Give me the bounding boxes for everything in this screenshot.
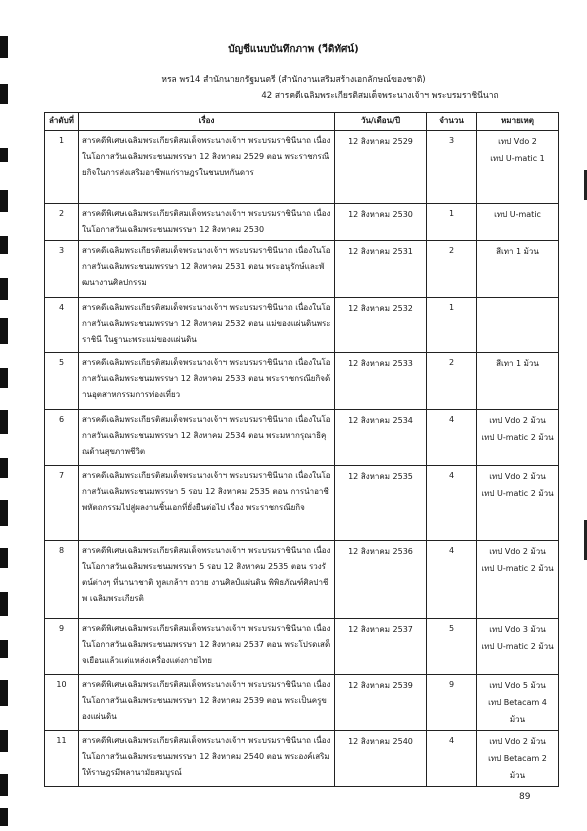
table-row <box>45 675 559 731</box>
row-story: สารคดีเฉลิมพระเกียรติสมเด็จพระนางเจ้าฯ พระบรมราชินีนาถ เนื่องในโอกาสวันเฉลิมพระชนมพรรษา 12 สิงหาคม 2534 ตอน พระมหากรุณาธิคุณด้านสุขภาพชีวิต <box>79 410 335 466</box>
scan-edge-mark <box>0 592 8 616</box>
row-quantity: 2 <box>427 241 477 298</box>
row-note-line: สีเทา 1 ม้วน <box>496 247 539 256</box>
row-story: สารคดีเฉลิมพระเกียรติสมเด็จพระนางเจ้าฯ พระบรมราชินีนาถ เนื่องในโอกาสวันเฉลิมพระชนมพรรษา 12 สิงหาคม 2532 ตอน แม่ของแผ่นดินพระราชินี ในฐานะพระแม่ของแผ่นดิน <box>79 298 335 353</box>
row-story: สารคดีพิเศษเฉลิมพระเกียรติสมเด็จพระนางเจ้าฯ พระบรมราชินีนาถ เนื่องในโอกาสวันเฉลิมพระชนมพรรษา 12 สิงหาคม 2539 ตอน พระเป็นครูของแผ่นดิน <box>79 675 335 731</box>
row-note <box>477 131 559 204</box>
row-number: 11 <box>45 731 79 787</box>
column-header-story: เรื่อง <box>79 113 335 131</box>
row-note-line: เทป Vdo 3 ม้วน <box>489 625 546 634</box>
table-row <box>45 541 559 619</box>
row-note-line: เทป U-matic 2 ม้วน <box>481 642 554 651</box>
scan-edge-mark <box>0 278 8 300</box>
row-number: 2 <box>45 204 79 241</box>
column-header-qty: จำนวน <box>427 113 477 131</box>
row-number: 3 <box>45 241 79 298</box>
scan-edge-mark <box>0 368 8 388</box>
page-number: 89 <box>519 792 531 802</box>
row-quantity: 3 <box>427 131 477 204</box>
scan-edge-mark <box>0 410 8 434</box>
scan-edge-mark <box>0 730 8 752</box>
table-row <box>45 619 559 675</box>
row-story: สารคดีพิเศษเฉลิมพระเกียรติสมเด็จพระนางเจ้าฯ พระบรมราชินีนาถ เนื่องในโอกาสวันเฉลิมพระชนมพรรษา 12 สิงหาคม 2529 ตอน พระราชกรณียกิจในการส่งเสริมอาชีพแก่ราษฎรในชนบทกันดาร <box>79 131 335 204</box>
row-date: 12 สิงหาคม 2530 <box>335 204 427 241</box>
scan-edge-mark <box>0 640 8 658</box>
row-number: 5 <box>45 353 79 410</box>
column-header-date: วัน/เดือน/ปี <box>335 113 427 131</box>
row-quantity: 4 <box>427 410 477 466</box>
row-date: 12 สิงหาคม 2529 <box>335 131 427 204</box>
scan-edge-mark <box>0 808 8 826</box>
row-date: 12 สิงหาคม 2533 <box>335 353 427 410</box>
row-date: 12 สิงหาคม 2534 <box>335 410 427 466</box>
document-subtitle: หรล พร14 สำนักนายกรัฐมนตรี (สำนักงานเสริมสร้างเอกลักษณ์ของชาติ) <box>161 75 426 85</box>
scan-edge-mark <box>0 318 8 344</box>
row-quantity: 1 <box>427 204 477 241</box>
row-date: 12 สิงหาคม 2535 <box>335 466 427 541</box>
table-row <box>45 731 559 787</box>
row-note <box>477 410 559 466</box>
row-quantity: 1 <box>427 298 477 353</box>
scan-edge-mark <box>0 458 8 478</box>
scan-edge-mark <box>0 680 8 706</box>
row-date: 12 สิงหาคม 2532 <box>335 298 427 353</box>
row-story: สารคดีเฉลิมพระเกียรติสมเด็จพระนางเจ้าฯ พระบรมราชินีนาถ เนื่องในโอกาสวันเฉลิมพระชนมพรรษา 5 รอบ 12 สิงหาคม 2535 ตอน การนำอาชีพหัตถกรรมไปสู่ผลงานชิ้นเอกที่ยั่งยืนต่อไป เรื่อง พระราชกรณียกิจ <box>79 466 335 541</box>
row-note-line: เทป U-matic 1 <box>490 154 545 163</box>
row-number: 9 <box>45 619 79 675</box>
table-row <box>45 131 559 204</box>
row-quantity: 2 <box>427 353 477 410</box>
row-story: สารคดีพิเศษเฉลิมพระเกียรติสมเด็จพระนางเจ้าฯ พระบรมราชินีนาถ เนื่องในโอกาสวันเฉลิมพระชนมพรรษา 12 สิงหาคม 2537 ตอน พระโปรดเสด็จเยือนแล้วแต่แหล่งเครื่องแต่งกายไทย <box>79 619 335 675</box>
column-header-note: หมายเหตุ <box>477 113 559 131</box>
row-note-line: เทป Betacam 4 ม้วน <box>488 698 547 724</box>
row-quantity: 4 <box>427 466 477 541</box>
row-number: 1 <box>45 131 79 204</box>
row-note <box>477 466 559 541</box>
scan-edge-mark <box>0 500 8 526</box>
row-quantity: 4 <box>427 731 477 787</box>
row-date: 12 สิงหาคม 2540 <box>335 731 427 787</box>
row-note-line: เทป Vdo 2 ม้วน <box>489 472 546 481</box>
row-number: 10 <box>45 675 79 731</box>
table-row <box>45 298 559 353</box>
row-date: 12 สิงหาคม 2536 <box>335 541 427 619</box>
row-number: 7 <box>45 466 79 541</box>
row-note <box>477 731 559 787</box>
row-note-line: เทป Vdo 2 ม้วน <box>489 416 546 425</box>
document-title: บัญชีแนบบันทึกภาพ (วีดิทัศน์) <box>228 44 359 55</box>
row-note <box>477 353 559 410</box>
row-note-line: สีเทา 1 ม้วน <box>496 359 539 368</box>
row-story: สารคดีพิเศษเฉลิมพระเกียรติสมเด็จพระนางเจ้าฯ พระบรมราชินีนาถ เนื่องในโอกาสวันเฉลิมพระชนมพรรษา 5 รอบ 12 สิงหาคม 2535 ตอน รวงรัตน์ต่างๆ ที่นานาชาติ ทูลเกล้าฯ ถวาย งานศิลป์แผ่นดิน พิพิธภัณฑ์ศิลปาชีพ เฉลิมพระเกียรติ <box>79 541 335 619</box>
row-story: สารคดีเฉลิมพระเกียรติสมเด็จพระนางเจ้าฯ พระบรมราชินีนาถ เนื่องในโอกาสวันเฉลิมพระชนมพรรษา 12 สิงหาคม 2533 ตอน พระราชกรณียกิจด้านอุตสาหกรรมการท่องเที่ยว <box>79 353 335 410</box>
scan-edge-mark <box>0 548 8 568</box>
row-number: 6 <box>45 410 79 466</box>
scan-edge-mark <box>0 148 8 162</box>
row-note-line: เทป Vdo 5 ม้วน <box>489 681 546 690</box>
row-number: 4 <box>45 298 79 353</box>
document-subtitle-series: 42 สารคดีเฉลิมพระเกียรติสมเด็จพระนางเจ้าฯ พระบรมราชินีนาถ <box>261 91 499 101</box>
scan-edge-mark <box>0 774 8 796</box>
table-header-row <box>45 113 559 131</box>
row-note-line: เทป U-matic <box>494 210 541 219</box>
row-note <box>477 541 559 619</box>
scan-edge-mark <box>0 190 8 212</box>
scan-edge-mark <box>0 236 8 254</box>
row-story: สารคดีพิเศษเฉลิมพระเกียรติสมเด็จพระนางเจ้าฯ พระบรมราชินีนาถ เนื่องในโอกาสวันเฉลิมพระชนมพรรษา 12 สิงหาคม 2530 <box>79 204 335 241</box>
row-note-line: เทป Betacam 2 ม้วน <box>488 754 547 780</box>
row-note-line: เทป U-matic 2 ม้วน <box>481 433 554 442</box>
scan-edge-mark <box>0 84 8 104</box>
row-note-line: เทป U-matic 2 ม้วน <box>481 489 554 498</box>
row-date: 12 สิงหาคม 2537 <box>335 619 427 675</box>
column-header-no: ลำดับที่ <box>45 113 79 131</box>
row-quantity: 4 <box>427 541 477 619</box>
row-note <box>477 675 559 731</box>
row-number: 8 <box>45 541 79 619</box>
row-date: 12 สิงหาคม 2531 <box>335 241 427 298</box>
row-story: สารคดีพิเศษเฉลิมพระเกียรติสมเด็จพระนางเจ้าฯ พระบรมราชินีนาถ เนื่องในโอกาสวันเฉลิมพระชนมพรรษา 12 สิงหาคม 2540 ตอน พระองค์เสริมให้ราษฎรมีพลานามัยสมบูรณ์ <box>79 731 335 787</box>
row-note-line: เทป Vdo 2 <box>498 137 537 146</box>
table-row <box>45 466 559 541</box>
row-note-line: เทป U-matic 2 ม้วน <box>481 564 554 573</box>
row-quantity: 5 <box>427 619 477 675</box>
row-quantity: 9 <box>427 675 477 731</box>
record-table <box>44 112 559 787</box>
table-row <box>45 410 559 466</box>
row-story: สารคดีเฉลิมพระเกียรติสมเด็จพระนางเจ้าฯ พระบรมราชินีนาถ เนื่องในโอกาสวันเฉลิมพระชนมพรรษา 12 สิงหาคม 2531 ตอน พระอนุรักษ์และพัฒนางานศิลปกรรม <box>79 241 335 298</box>
row-note <box>477 204 559 241</box>
row-note <box>477 241 559 298</box>
row-note <box>477 619 559 675</box>
table-row <box>45 241 559 298</box>
row-note-line: เทป Vdo 2 ม้วน <box>489 737 546 746</box>
row-date: 12 สิงหาคม 2539 <box>335 675 427 731</box>
table-row <box>45 353 559 410</box>
row-note-line: เทป Vdo 2 ม้วน <box>489 547 546 556</box>
row-note <box>477 298 559 353</box>
table-row <box>45 204 559 241</box>
